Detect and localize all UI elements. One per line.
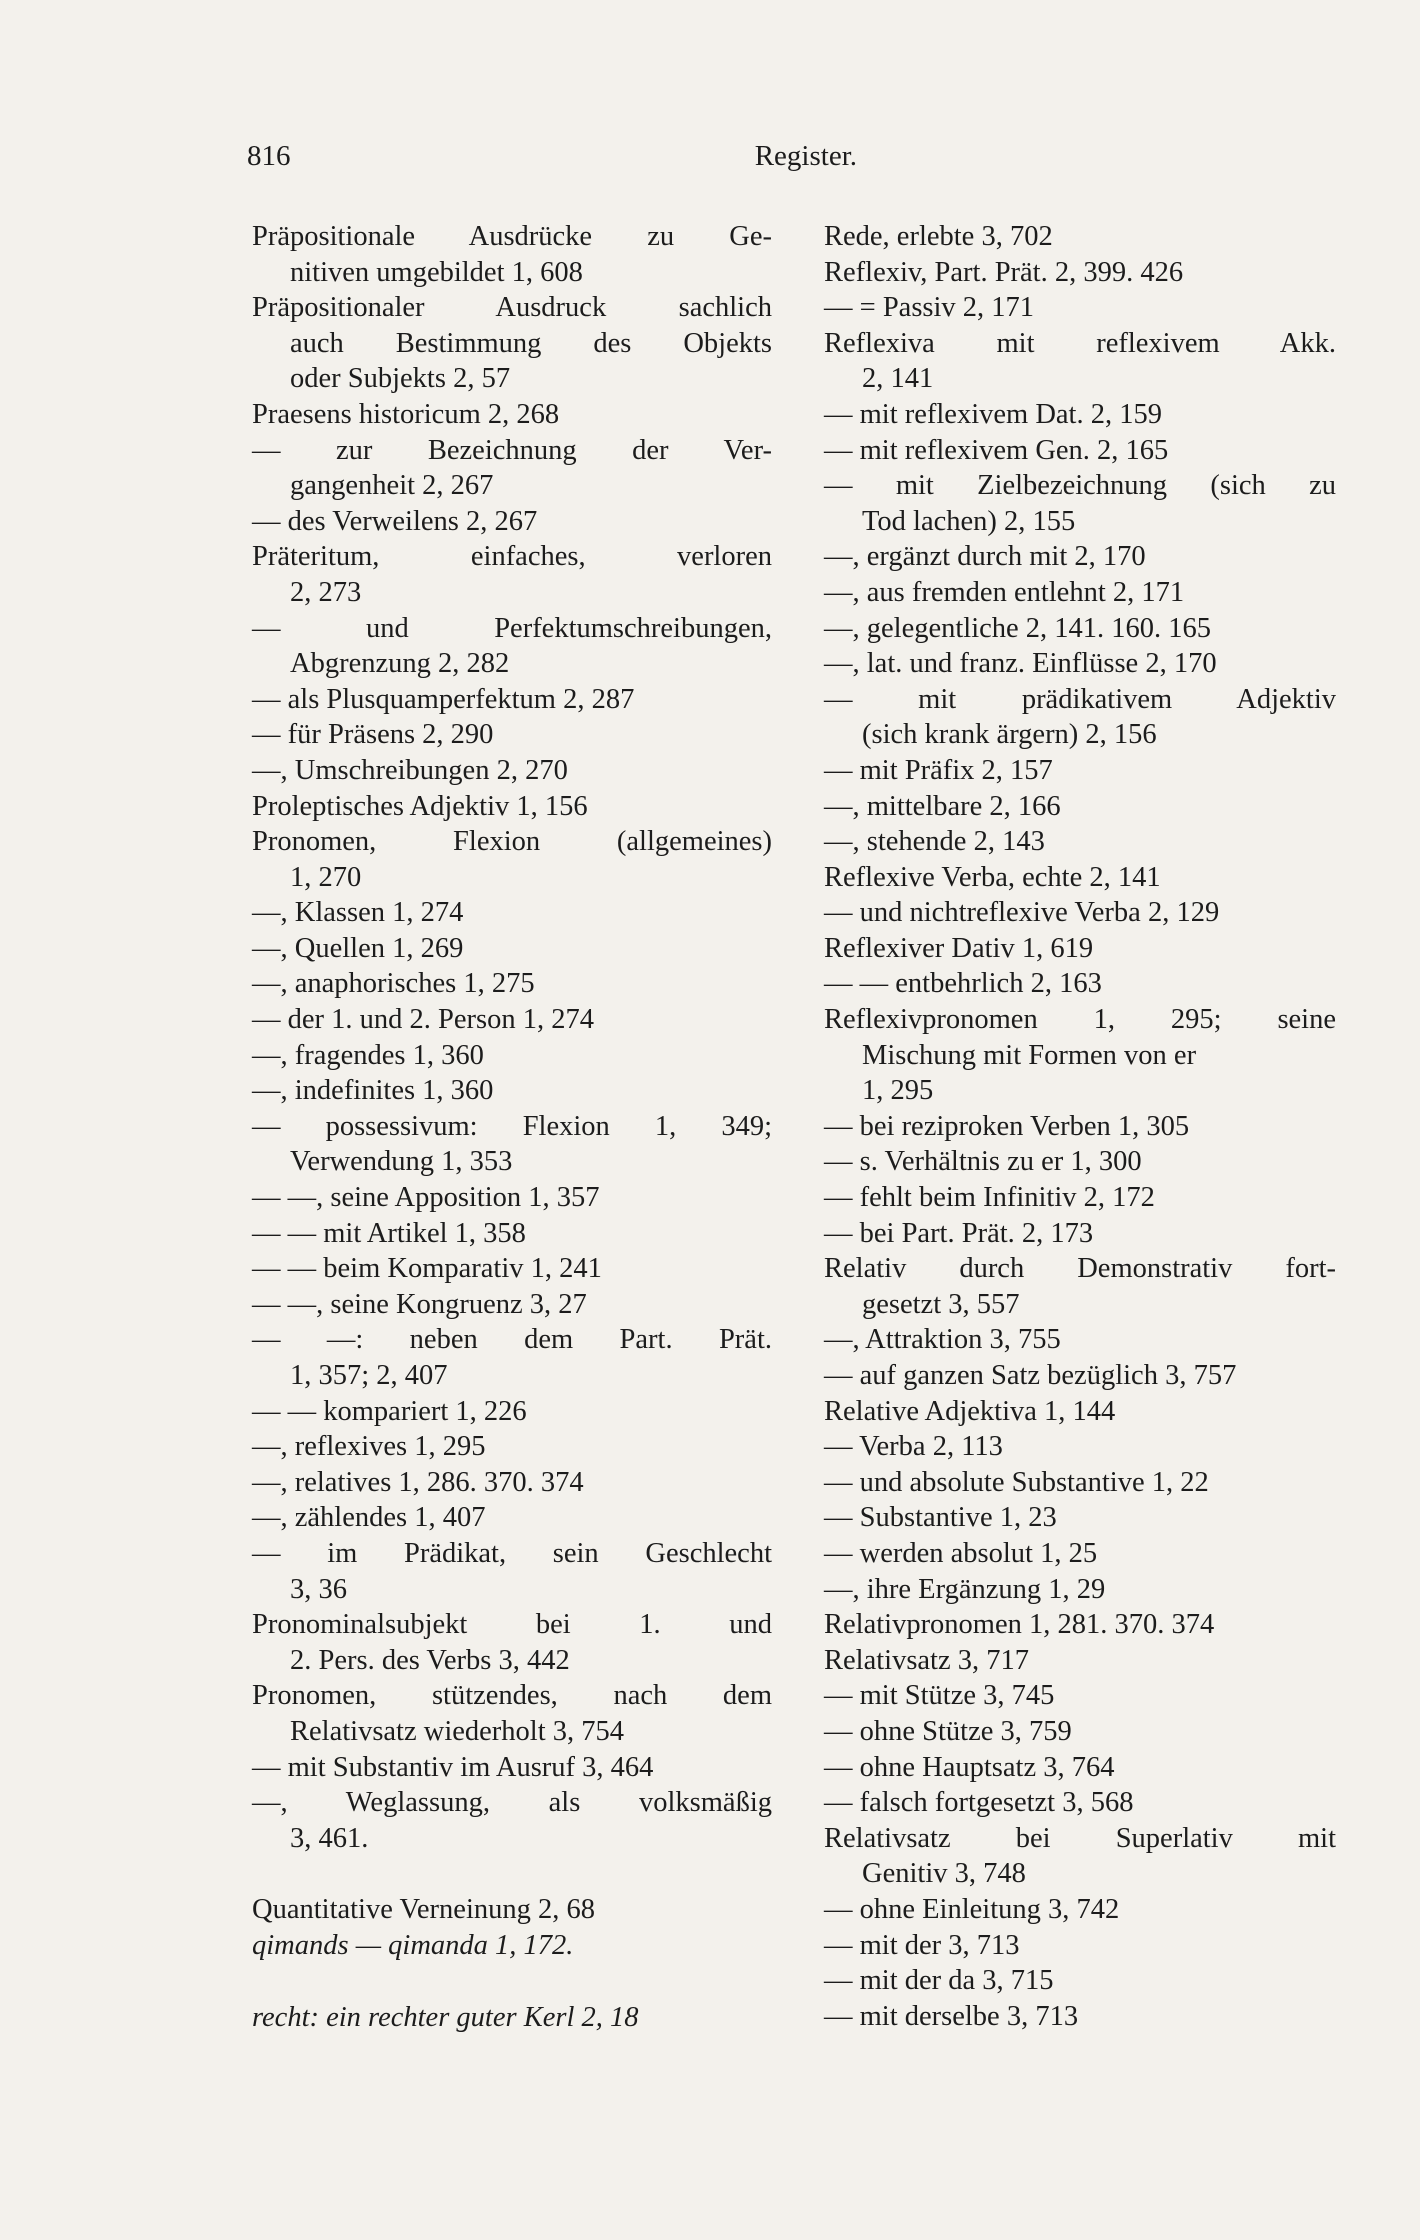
index-entry-line: — Substantive 1, 23 [824,1502,1057,1534]
index-entry [252,1536,772,1607]
index-entry [824,1358,1336,1394]
index-entry-line: (sich krank ärgern) 2, 156 [862,719,1157,751]
index-entry-line: —, anaphorisches 1, 275 [252,968,535,1000]
index-entry [824,1536,1336,1572]
index-entry [252,290,772,397]
index-entry-line: — werden absolut 1, 25 [824,1537,1098,1569]
index-entry-line: — mit Substantiv im Ausruf 3, 464 [252,1751,654,1783]
index-entry [252,539,772,610]
index-entry [824,1465,1336,1501]
index-entry-line: 3, 36 [290,1573,347,1605]
index-entry [824,1963,1336,1999]
index-entry [824,895,1336,931]
index-entry [824,397,1336,433]
index-entry [252,219,772,290]
index-entry [824,1821,1336,1892]
index-entry [824,1002,1336,1109]
index-entry [252,1002,772,1038]
index-entry-line: —, ihre Ergänzung 1, 29 [824,1573,1106,1605]
index-entry [252,1322,772,1393]
index-entry [824,1180,1336,1216]
index-entry [252,1429,772,1465]
index-entry [824,255,1336,291]
index-entry-line: — — mit Artikel 1, 358 [252,1217,526,1249]
index-entry-line: — und nichtreflexive Verba 2, 129 [824,897,1220,929]
index-entry-line: 1, 270 [290,861,362,893]
index-entry [824,1500,1336,1536]
index-entry-line: —, Attraktion 3, 755 [824,1324,1061,1356]
index-entry [252,1251,772,1287]
index-entry-line: — mit Zielbezeichnung (sich zu [824,470,1336,502]
index-entry [252,824,772,895]
index-entry [824,1643,1336,1679]
index-entry [252,966,772,1002]
index-entry-line: Reflexivpronomen 1, 295; seine [824,1004,1336,1036]
index-entry-line: —, gelegentliche 2, 141. 160. 165 [824,612,1212,644]
index-entry-line: Reflexiv, Part. Prät. 2, 399. 426 [824,256,1184,288]
index-entry [824,1999,1336,2035]
index-entry-line: — ohne Einleitung 3, 742 [824,1893,1120,1925]
index-entry [824,824,1336,860]
index-entry-line: — mit prädikativem Adjektiv [824,683,1336,715]
index-entry-line: 3, 461. [290,1822,369,1854]
index-entry-line: — des Verweilens 2, 267 [252,505,538,537]
index-entry-line: — Verba 2, 113 [824,1431,1003,1463]
index-entry [824,1251,1336,1322]
index-entry-line: — — beim Komparativ 1, 241 [252,1253,602,1285]
index-entry-line: —, ergänzt durch mit 2, 170 [824,541,1146,573]
index-entry [824,1216,1336,1252]
index-entry-line: Genitiv 3, 748 [862,1858,1026,1890]
index-entry [252,397,772,433]
entry-gap [252,1964,772,2000]
index-entry [824,611,1336,647]
index-entry [252,753,772,789]
index-column-left [252,219,772,2035]
index-entry [252,1038,772,1074]
index-entry-line: —, reflexives 1, 295 [252,1431,486,1463]
index-entry-line: Relativpronomen 1, 281. 370. 374 [824,1609,1215,1641]
index-entry-line: — s. Verhältnis zu er 1, 300 [824,1146,1142,1178]
index-entry [252,1678,772,1749]
index-entry [252,717,772,753]
index-entry-line: gangenheit 2, 267 [290,470,494,502]
index-entry-line: — mit derselbe 3, 713 [824,2000,1079,2032]
page-header [247,140,857,184]
index-entry [252,1216,772,1252]
index-entry-line: — —, seine Kongruenz 3, 27 [252,1288,587,1320]
index-entry-line: — der 1. und 2. Person 1, 274 [252,1004,594,1036]
index-entry-line: recht: ein rechter guter Kerl 2, 18 [252,2001,639,2033]
index-entry [824,1429,1336,1465]
index-entry-line: Mischung mit Formen von er [862,1039,1197,1071]
index-entry-line: — possessivum: Flexion 1, 349; [252,1110,772,1142]
index-entry [824,931,1336,967]
index-entry-line: —, mittelbare 2, 166 [824,790,1061,822]
index-entry [252,611,772,682]
index-entry-line: — falsch fortgesetzt 3, 568 [824,1787,1134,1819]
index-entry [252,895,772,931]
index-entry [824,1607,1336,1643]
index-entry [252,1607,772,1678]
index-entry [252,1180,772,1216]
index-entry-line: auch Bestimmung des Objekts [290,327,772,359]
index-entry [252,1928,772,1964]
index-entry-line: —, relatives 1, 286. 370. 374 [252,1466,584,1498]
index-entry-line: Reflexive Verba, echte 2, 141 [824,861,1161,893]
index-entry-line: Präteritum, einfaches, verloren [252,541,772,573]
index-entry-line: —, Weglassung, als volksmäßig [252,1787,772,1819]
index-entry [824,1928,1336,1964]
index-entry-line: Verwendung 1, 353 [290,1146,513,1178]
index-entry-line: — mit der da 3, 715 [824,1965,1054,1997]
index-entry-line: — —, seine Apposition 1, 357 [252,1182,600,1214]
index-entry [252,1109,772,1180]
index-entry-line: gesetzt 3, 557 [862,1288,1020,1320]
index-entry [252,1500,772,1536]
index-entry-line: qimands — qimanda 1, 172. [252,1929,574,1961]
index-entry-line: —, indefinites 1, 360 [252,1075,494,1107]
index-entry-line: — ohne Hauptsatz 3, 764 [824,1751,1115,1783]
index-entry-line: — zur Bezeichnung der Ver- [252,434,772,466]
index-entry [824,1394,1336,1430]
index-entry [252,1287,772,1323]
index-entry-line: — mit reflexivem Dat. 2, 159 [824,398,1162,430]
index-entry-line: 2, 141 [862,363,934,395]
index-entry [252,433,772,504]
index-entry [824,860,1336,896]
index-entry-line: — und absolute Substantive 1, 22 [824,1466,1209,1498]
index-entry-line: —, aus fremden entlehnt 2, 171 [824,576,1185,608]
index-entry-line: Relativ durch Demonstrativ fort- [824,1253,1336,1285]
index-entry-line: — bei Part. Prät. 2, 173 [824,1217,1094,1249]
index-entry-line: Relativsatz 3, 717 [824,1644,1029,1676]
index-entry-line: — im Prädikat, sein Geschlecht [252,1537,772,1569]
index-entry [252,504,772,540]
index-entry [824,1750,1336,1786]
index-entry-line: Relativsatz bei Superlativ mit [824,1822,1336,1854]
page-title: Register. [754,140,857,172]
index-entry [824,290,1336,326]
index-entry-line: Abgrenzung 2, 282 [290,648,510,680]
index-entry-line: — — entbehrlich 2, 163 [824,968,1102,1000]
index-entry [252,2000,772,2036]
index-entry [252,789,772,825]
index-entry [824,1678,1336,1714]
index-entry-line: — mit Präfix 2, 157 [824,754,1053,786]
index-entry-line: — für Präsens 2, 290 [252,719,494,751]
index-entry-line: nitiven umgebildet 1, 608 [290,256,583,288]
index-entry-line: —, zählendes 1, 407 [252,1502,486,1534]
index-entry-line: Relativsatz wiederholt 3, 754 [290,1715,624,1747]
index-entry-line: oder Subjekts 2, 57 [290,363,511,395]
index-entry [824,682,1336,753]
index-entry [252,1073,772,1109]
index-entry-line: — als Plusquamperfektum 2, 287 [252,683,635,715]
index-entry [824,1144,1336,1180]
index-entry-line: —, Klassen 1, 274 [252,897,464,929]
index-entry [824,646,1336,682]
index-entry [824,789,1336,825]
index-entry [824,575,1336,611]
index-entry-line: Präpositionale Ausdrücke zu Ge- [252,221,772,252]
index-entry [824,539,1336,575]
index-entry-line: — = Passiv 2, 171 [824,292,1035,324]
index-entry-line: — — kompariert 1, 226 [252,1395,527,1427]
index-entry-line: Relative Adjektiva 1, 144 [824,1395,1116,1427]
entry-gap [252,1856,772,1892]
index-entry [824,966,1336,1002]
index-entry [252,1750,772,1786]
index-entry-line: Rede, erlebte 3, 702 [824,221,1053,252]
index-entry [252,682,772,718]
index-entry-line: — bei reziproken Verben 1, 305 [824,1110,1190,1142]
index-entry [824,468,1336,539]
index-entry [252,1892,772,1928]
index-entry [824,1322,1336,1358]
index-entry-line: — —: neben dem Part. Prät. [252,1324,772,1356]
index-entry [824,1892,1336,1928]
index-entry-line: — fehlt beim Infinitiv 2, 172 [824,1182,1155,1214]
index-entry-line: Proleptisches Adjektiv 1, 156 [252,790,588,822]
page-number: 816 [247,140,291,172]
index-entry [824,753,1336,789]
index-entry-line: — mit reflexivem Gen. 2, 165 [824,434,1169,466]
index-entry [824,1572,1336,1608]
index-entry-line: —, Quellen 1, 269 [252,932,464,964]
index-entry-line: — mit der 3, 713 [824,1929,1020,1961]
index-entry-line: — mit Stütze 3, 745 [824,1680,1055,1712]
index-entry-line: —, lat. und franz. Einflüsse 2, 170 [824,648,1217,680]
index-entry [824,1785,1336,1821]
index-entry-line: —, Umschreibungen 2, 270 [252,754,568,786]
index-column-right [824,219,1336,2034]
index-entry-line: Tod lachen) 2, 155 [862,505,1076,537]
index-entry [252,1785,772,1856]
index-entry [252,931,772,967]
index-entry [252,1394,772,1430]
index-entry-line: Präpositionaler Ausdruck sachlich [252,292,772,324]
index-entry-line: —, stehende 2, 143 [824,826,1045,858]
index-entry-line: Reflexiver Dativ 1, 619 [824,932,1094,964]
index-entry-line: 2, 273 [290,576,362,608]
index-entry-line: Reflexiva mit reflexivem Akk. [824,327,1336,359]
index-entry [824,433,1336,469]
index-entry-line: — auf ganzen Satz bezüglich 3, 757 [824,1360,1237,1391]
index-entry-line: 1, 357; 2, 407 [290,1360,448,1391]
index-entry-line: — ohne Stütze 3, 759 [824,1715,1072,1747]
index-entry-line: —, fragendes 1, 360 [252,1039,484,1071]
index-entry [824,219,1336,255]
index-entry-line: Praesens historicum 2, 268 [252,398,560,430]
index-entry-line: 1, 295 [862,1075,934,1107]
index-entry-line: 2. Pers. des Verbs 3, 442 [290,1644,570,1676]
index-entry-line: Quantitative Verneinung 2, 68 [252,1894,595,1926]
index-entry-line: Pronomen, Flexion (allgemeines) [252,826,772,858]
index-entry [824,1714,1336,1750]
index-entry-line: Pronominalsubjekt bei 1. und [252,1609,772,1641]
index-entry [824,1109,1336,1145]
index-entry [824,326,1336,397]
index-entry [252,1465,772,1501]
index-entry-line: — und Perfektumschreibungen, [252,612,772,644]
index-entry-line: Pronomen, stützendes, nach dem [252,1680,772,1712]
